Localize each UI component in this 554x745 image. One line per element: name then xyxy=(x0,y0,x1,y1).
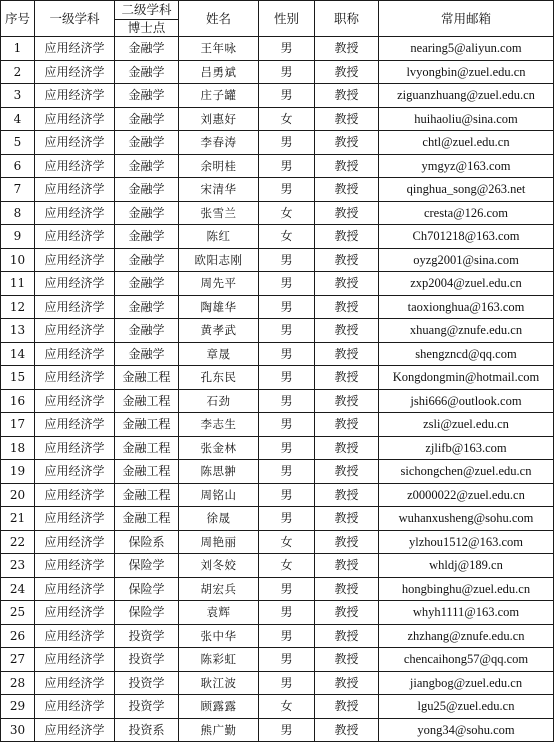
cell-discipline-level1: 应用经济学 xyxy=(35,84,115,108)
cell-title: 教授 xyxy=(315,389,379,413)
table-row xyxy=(1,366,554,390)
cell-name: 陈思翀 xyxy=(179,460,259,484)
cell-discipline-level2: 金融学 xyxy=(115,342,179,366)
cell-index: 30 xyxy=(1,718,35,742)
cell-gender: 男 xyxy=(259,671,315,695)
cell-discipline-level2: 金融工程 xyxy=(115,460,179,484)
cell-discipline-level2: 金融学 xyxy=(115,131,179,155)
table-row xyxy=(1,577,554,601)
table-row xyxy=(1,319,554,343)
cell-index: 14 xyxy=(1,342,35,366)
cell-discipline-level2: 投资学 xyxy=(115,648,179,672)
table-row xyxy=(1,413,554,437)
cell-index: 18 xyxy=(1,436,35,460)
table-row xyxy=(1,436,554,460)
cell-name: 庄子罐 xyxy=(179,84,259,108)
cell-title: 教授 xyxy=(315,272,379,296)
cell-email: lvyongbin@zuel.edu.cn xyxy=(379,60,554,84)
cell-email: zxp2004@zuel.edu.cn xyxy=(379,272,554,296)
cell-email: wuhanxusheng@sohu.com xyxy=(379,507,554,531)
cell-discipline-level2: 金融学 xyxy=(115,201,179,225)
cell-title: 教授 xyxy=(315,413,379,437)
cell-discipline-level1: 应用经济学 xyxy=(35,624,115,648)
cell-gender: 女 xyxy=(259,695,315,719)
cell-name: 陶雄华 xyxy=(179,295,259,319)
cell-gender: 男 xyxy=(259,248,315,272)
table-row xyxy=(1,154,554,178)
cell-index: 1 xyxy=(1,37,35,61)
cell-title: 教授 xyxy=(315,178,379,202)
table-row xyxy=(1,84,554,108)
header-title: 职称 xyxy=(315,1,379,37)
cell-discipline-level2: 金融工程 xyxy=(115,436,179,460)
cell-name: 熊广勤 xyxy=(179,718,259,742)
table-row xyxy=(1,624,554,648)
cell-name: 刘惠好 xyxy=(179,107,259,131)
cell-email: whldj@189.cn xyxy=(379,554,554,578)
cell-title: 教授 xyxy=(315,718,379,742)
header-row xyxy=(1,1,554,20)
table-row xyxy=(1,201,554,225)
cell-name: 余明桂 xyxy=(179,154,259,178)
cell-email: nearing5@aliyun.com xyxy=(379,37,554,61)
cell-discipline-level2: 金融学 xyxy=(115,248,179,272)
table-row xyxy=(1,554,554,578)
table-row xyxy=(1,648,554,672)
cell-title: 教授 xyxy=(315,601,379,625)
header-index: 序号 xyxy=(1,1,35,37)
cell-discipline-level1: 应用经济学 xyxy=(35,695,115,719)
cell-title: 教授 xyxy=(315,460,379,484)
cell-discipline-level1: 应用经济学 xyxy=(35,319,115,343)
cell-email: zsli@zuel.edu.cn xyxy=(379,413,554,437)
cell-title: 教授 xyxy=(315,695,379,719)
cell-name: 徐晟 xyxy=(179,507,259,531)
cell-discipline-level2: 投资学 xyxy=(115,671,179,695)
table-row xyxy=(1,671,554,695)
cell-name: 耿江波 xyxy=(179,671,259,695)
cell-name: 顾露露 xyxy=(179,695,259,719)
cell-index: 10 xyxy=(1,248,35,272)
cell-name: 周先平 xyxy=(179,272,259,296)
cell-discipline-level2: 投资系 xyxy=(115,718,179,742)
cell-gender: 男 xyxy=(259,718,315,742)
cell-email: zjlifb@163.com xyxy=(379,436,554,460)
cell-discipline-level1: 应用经济学 xyxy=(35,248,115,272)
cell-gender: 男 xyxy=(259,460,315,484)
cell-index: 20 xyxy=(1,483,35,507)
cell-gender: 男 xyxy=(259,389,315,413)
cell-gender: 男 xyxy=(259,648,315,672)
cell-gender: 男 xyxy=(259,37,315,61)
cell-discipline-level1: 应用经济学 xyxy=(35,436,115,460)
cell-name: 周铭山 xyxy=(179,483,259,507)
cell-title: 教授 xyxy=(315,84,379,108)
cell-gender: 男 xyxy=(259,60,315,84)
cell-discipline-level1: 应用经济学 xyxy=(35,107,115,131)
cell-title: 教授 xyxy=(315,671,379,695)
table-body xyxy=(1,37,554,742)
cell-title: 教授 xyxy=(315,436,379,460)
cell-discipline-level2: 投资学 xyxy=(115,624,179,648)
header-name: 姓名 xyxy=(179,1,259,37)
cell-gender: 男 xyxy=(259,483,315,507)
cell-title: 教授 xyxy=(315,507,379,531)
cell-discipline-level2: 金融工程 xyxy=(115,483,179,507)
cell-index: 8 xyxy=(1,201,35,225)
cell-name: 李志生 xyxy=(179,413,259,437)
cell-gender: 男 xyxy=(259,131,315,155)
cell-discipline-level1: 应用经济学 xyxy=(35,530,115,554)
cell-name: 刘冬姣 xyxy=(179,554,259,578)
cell-name: 胡宏兵 xyxy=(179,577,259,601)
cell-email: taoxionghua@163.com xyxy=(379,295,554,319)
cell-email: jiangbog@zuel.edu.cn xyxy=(379,671,554,695)
cell-name: 欧阳志刚 xyxy=(179,248,259,272)
cell-title: 教授 xyxy=(315,154,379,178)
cell-name: 陈彩虹 xyxy=(179,648,259,672)
cell-discipline-level1: 应用经济学 xyxy=(35,37,115,61)
cell-title: 教授 xyxy=(315,342,379,366)
cell-discipline-level1: 应用经济学 xyxy=(35,601,115,625)
cell-discipline-level1: 应用经济学 xyxy=(35,648,115,672)
table-header xyxy=(1,1,554,37)
cell-title: 教授 xyxy=(315,225,379,249)
cell-discipline-level1: 应用经济学 xyxy=(35,483,115,507)
cell-discipline-level2: 金融学 xyxy=(115,295,179,319)
cell-email: Ch701218@163.com xyxy=(379,225,554,249)
cell-index: 17 xyxy=(1,413,35,437)
cell-index: 13 xyxy=(1,319,35,343)
cell-name: 张中华 xyxy=(179,624,259,648)
cell-name: 周艳丽 xyxy=(179,530,259,554)
cell-name: 王年咏 xyxy=(179,37,259,61)
cell-email: oyzg2001@sina.com xyxy=(379,248,554,272)
cell-title: 教授 xyxy=(315,483,379,507)
cell-title: 教授 xyxy=(315,554,379,578)
table-row xyxy=(1,460,554,484)
table-row xyxy=(1,530,554,554)
cell-gender: 女 xyxy=(259,530,315,554)
cell-title: 教授 xyxy=(315,107,379,131)
cell-discipline-level1: 应用经济学 xyxy=(35,225,115,249)
cell-index: 12 xyxy=(1,295,35,319)
cell-name: 李春涛 xyxy=(179,131,259,155)
cell-name: 张金林 xyxy=(179,436,259,460)
cell-email: ylzhou1512@163.com xyxy=(379,530,554,554)
cell-discipline-level2: 金融学 xyxy=(115,60,179,84)
cell-discipline-level1: 应用经济学 xyxy=(35,577,115,601)
cell-index: 29 xyxy=(1,695,35,719)
cell-discipline-level2: 金融工程 xyxy=(115,389,179,413)
cell-discipline-level2: 金融学 xyxy=(115,84,179,108)
cell-email: lgu25@zuel.edu.cn xyxy=(379,695,554,719)
cell-discipline-level1: 应用经济学 xyxy=(35,507,115,531)
cell-index: 9 xyxy=(1,225,35,249)
cell-discipline-level1: 应用经济学 xyxy=(35,295,115,319)
table-row xyxy=(1,601,554,625)
cell-discipline-level2: 金融工程 xyxy=(115,507,179,531)
cell-title: 教授 xyxy=(315,319,379,343)
cell-email: shengzncd@qq.com xyxy=(379,342,554,366)
cell-index: 16 xyxy=(1,389,35,413)
cell-discipline-level2: 投资学 xyxy=(115,695,179,719)
cell-gender: 男 xyxy=(259,507,315,531)
cell-name: 石劲 xyxy=(179,389,259,413)
cell-gender: 女 xyxy=(259,107,315,131)
cell-discipline-level1: 应用经济学 xyxy=(35,131,115,155)
cell-gender: 男 xyxy=(259,178,315,202)
cell-title: 教授 xyxy=(315,624,379,648)
cell-index: 11 xyxy=(1,272,35,296)
cell-email: ymgyz@163.com xyxy=(379,154,554,178)
cell-email: z0000022@zuel.edu.cn xyxy=(379,483,554,507)
cell-gender: 男 xyxy=(259,319,315,343)
cell-gender: 男 xyxy=(259,295,315,319)
cell-discipline-level1: 应用经济学 xyxy=(35,554,115,578)
table-row xyxy=(1,107,554,131)
cell-email: Kongdongmin@hotmail.com xyxy=(379,366,554,390)
cell-name: 张雪兰 xyxy=(179,201,259,225)
cell-name: 吕勇斌 xyxy=(179,60,259,84)
cell-gender: 男 xyxy=(259,413,315,437)
header-discipline-level1: 一级学科 xyxy=(35,1,115,37)
cell-name: 袁辉 xyxy=(179,601,259,625)
cell-name: 黄孝武 xyxy=(179,319,259,343)
cell-email: cresta@126.com xyxy=(379,201,554,225)
table-row xyxy=(1,272,554,296)
cell-name: 孔东民 xyxy=(179,366,259,390)
cell-title: 教授 xyxy=(315,366,379,390)
cell-gender: 男 xyxy=(259,272,315,296)
cell-discipline-level2: 金融工程 xyxy=(115,413,179,437)
cell-gender: 女 xyxy=(259,225,315,249)
cell-index: 19 xyxy=(1,460,35,484)
cell-index: 21 xyxy=(1,507,35,531)
table-row xyxy=(1,37,554,61)
cell-email: yong34@sohu.com xyxy=(379,718,554,742)
cell-discipline-level2: 金融学 xyxy=(115,319,179,343)
cell-index: 3 xyxy=(1,84,35,108)
cell-index: 24 xyxy=(1,577,35,601)
cell-email: qinghua_song@263.net xyxy=(379,178,554,202)
cell-discipline-level2: 金融工程 xyxy=(115,366,179,390)
cell-discipline-level1: 应用经济学 xyxy=(35,718,115,742)
cell-title: 教授 xyxy=(315,295,379,319)
cell-discipline-level1: 应用经济学 xyxy=(35,201,115,225)
cell-email: whyh1111@163.com xyxy=(379,601,554,625)
cell-index: 22 xyxy=(1,530,35,554)
cell-index: 4 xyxy=(1,107,35,131)
cell-email: zhzhang@znufe.edu.cn xyxy=(379,624,554,648)
cell-discipline-level2: 金融学 xyxy=(115,178,179,202)
cell-index: 26 xyxy=(1,624,35,648)
cell-index: 15 xyxy=(1,366,35,390)
cell-title: 教授 xyxy=(315,131,379,155)
cell-gender: 男 xyxy=(259,366,315,390)
cell-discipline-level1: 应用经济学 xyxy=(35,60,115,84)
table-row xyxy=(1,342,554,366)
cell-index: 27 xyxy=(1,648,35,672)
cell-index: 23 xyxy=(1,554,35,578)
cell-gender: 男 xyxy=(259,624,315,648)
cell-title: 教授 xyxy=(315,248,379,272)
table-row xyxy=(1,695,554,719)
cell-email: xhuang@znufe.edu.cn xyxy=(379,319,554,343)
header-doctoral-program: 博士点 xyxy=(115,20,179,37)
cell-email: chtl@zuel.edu.cn xyxy=(379,131,554,155)
cell-gender: 男 xyxy=(259,577,315,601)
cell-index: 25 xyxy=(1,601,35,625)
cell-discipline-level1: 应用经济学 xyxy=(35,154,115,178)
cell-name: 章晟 xyxy=(179,342,259,366)
header-gender: 性别 xyxy=(259,1,315,37)
cell-discipline-level1: 应用经济学 xyxy=(35,178,115,202)
cell-discipline-level2: 保险学 xyxy=(115,601,179,625)
cell-name: 陈红 xyxy=(179,225,259,249)
cell-gender: 男 xyxy=(259,342,315,366)
cell-discipline-level1: 应用经济学 xyxy=(35,671,115,695)
cell-email: jshi666@outlook.com xyxy=(379,389,554,413)
cell-gender: 男 xyxy=(259,601,315,625)
table-row xyxy=(1,60,554,84)
cell-discipline-level1: 应用经济学 xyxy=(35,460,115,484)
cell-gender: 女 xyxy=(259,554,315,578)
table-row xyxy=(1,718,554,742)
cell-discipline-level2: 金融学 xyxy=(115,225,179,249)
cell-title: 教授 xyxy=(315,60,379,84)
cell-name: 宋清华 xyxy=(179,178,259,202)
cell-discipline-level2: 保险学 xyxy=(115,577,179,601)
cell-email: ziguanzhuang@zuel.edu.cn xyxy=(379,84,554,108)
cell-index: 2 xyxy=(1,60,35,84)
cell-discipline-level2: 金融学 xyxy=(115,154,179,178)
cell-discipline-level2: 金融学 xyxy=(115,37,179,61)
table-row xyxy=(1,178,554,202)
table-row xyxy=(1,389,554,413)
table-row xyxy=(1,295,554,319)
header-discipline-level2: 二级学科 xyxy=(115,1,179,20)
cell-gender: 男 xyxy=(259,436,315,460)
table-row xyxy=(1,483,554,507)
cell-email: huihaoliu@sina.com xyxy=(379,107,554,131)
cell-title: 教授 xyxy=(315,577,379,601)
cell-gender: 女 xyxy=(259,201,315,225)
cell-title: 教授 xyxy=(315,530,379,554)
cell-discipline-level1: 应用经济学 xyxy=(35,413,115,437)
cell-discipline-level2: 金融学 xyxy=(115,272,179,296)
cell-index: 6 xyxy=(1,154,35,178)
cell-gender: 男 xyxy=(259,84,315,108)
table-row xyxy=(1,248,554,272)
cell-email: sichongchen@zuel.edu.cn xyxy=(379,460,554,484)
cell-discipline-level1: 应用经济学 xyxy=(35,366,115,390)
cell-discipline-level2: 保险学 xyxy=(115,554,179,578)
table-row xyxy=(1,507,554,531)
cell-discipline-level2: 保险系 xyxy=(115,530,179,554)
table-row xyxy=(1,225,554,249)
cell-index: 7 xyxy=(1,178,35,202)
cell-discipline-level1: 应用经济学 xyxy=(35,342,115,366)
cell-email: hongbinghu@zuel.edu.cn xyxy=(379,577,554,601)
cell-email: chencaihong57@qq.com xyxy=(379,648,554,672)
cell-index: 5 xyxy=(1,131,35,155)
cell-title: 教授 xyxy=(315,37,379,61)
table-row xyxy=(1,131,554,155)
cell-discipline-level2: 金融学 xyxy=(115,107,179,131)
header-email: 常用邮箱 xyxy=(379,1,554,37)
cell-discipline-level1: 应用经济学 xyxy=(35,389,115,413)
cell-title: 教授 xyxy=(315,201,379,225)
cell-gender: 男 xyxy=(259,154,315,178)
cell-discipline-level1: 应用经济学 xyxy=(35,272,115,296)
cell-index: 28 xyxy=(1,671,35,695)
cell-title: 教授 xyxy=(315,648,379,672)
